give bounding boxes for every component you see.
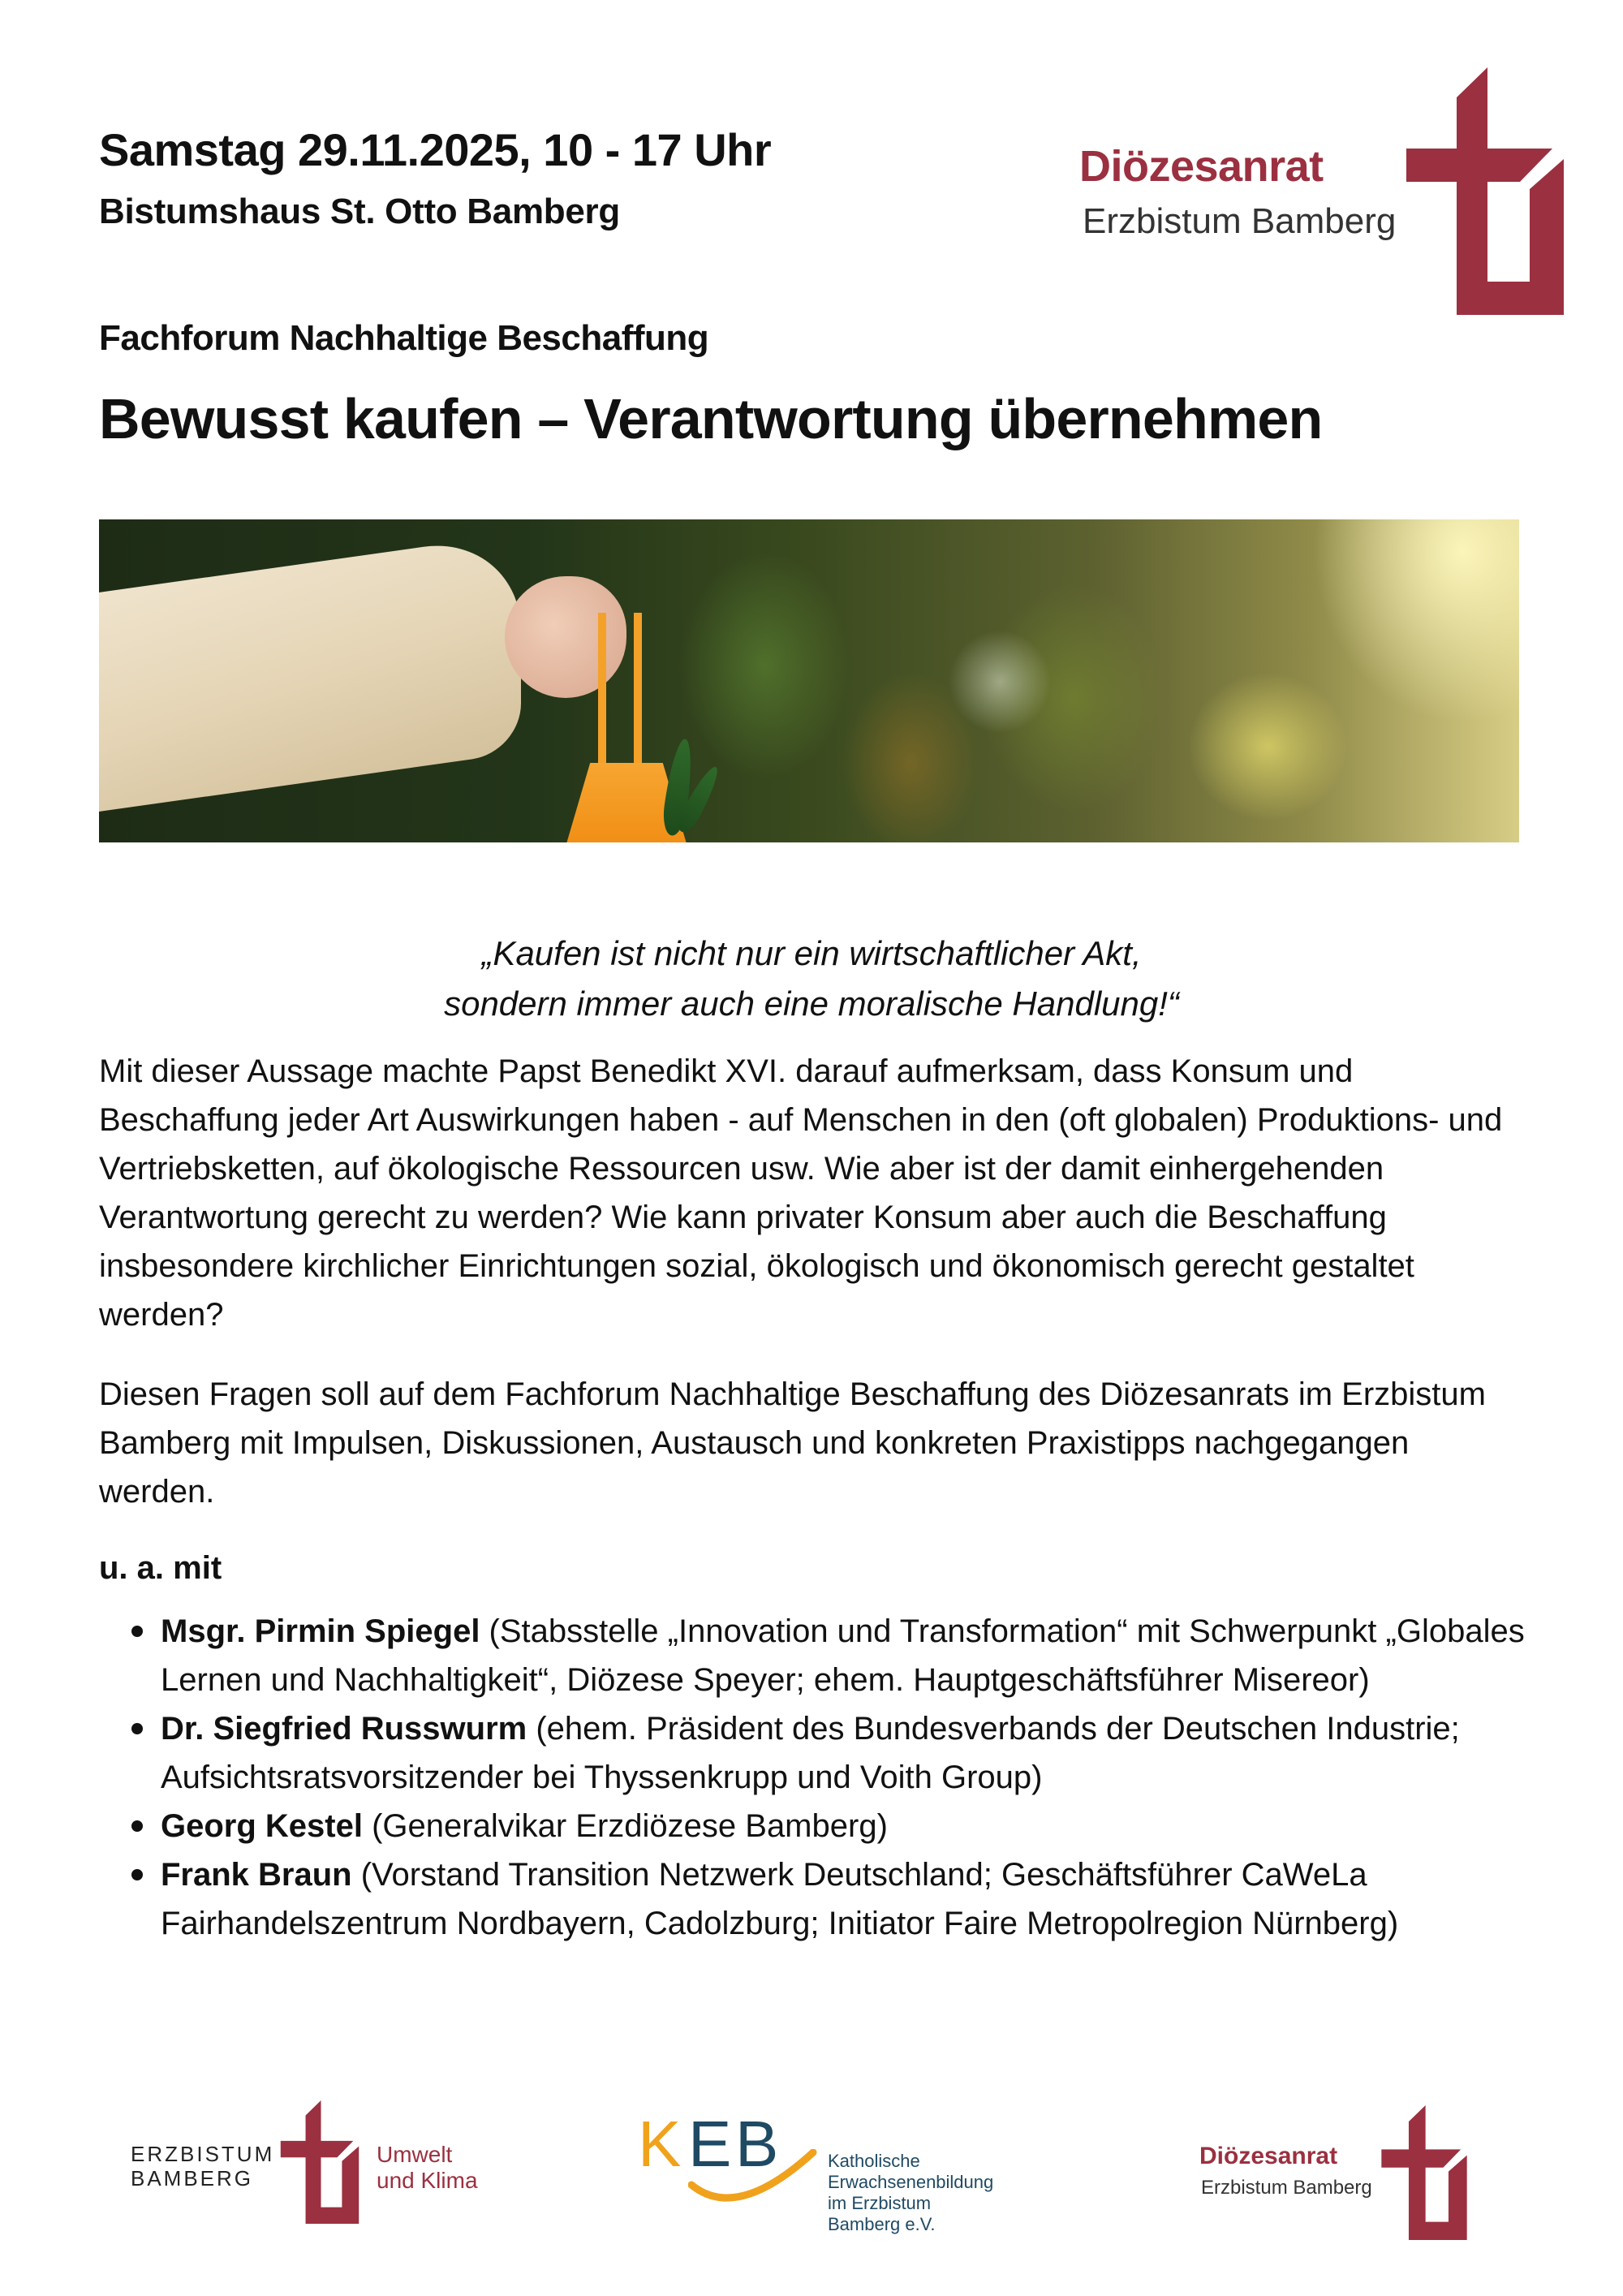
speaker-item [99, 1850, 1543, 1948]
dioezesanrat-logo-top [1079, 65, 1582, 325]
body-paragraph-1: Mit dieser Aussage machte Papst Benedikt XVI. darauf aufmerksam, dass Konsum und Beschaffung jeder Art Auswirkungen haben - auf Menschen in den (oft globalen) Produktions- und Vertriebsketten, auf ökologische Ressourcen usw. Wie aber ist der damit einhergehenden Verantwortung gerecht zu werden? Wie kann privater Konsum aber auch die Beschaffung insbesondere kirchlicher Einrichtungen sozial, ökologisch und ökonomisch gerecht gestaltet werden? [99, 1053, 1503, 1333]
speaker-name: Georg Kestel [161, 1808, 363, 1844]
logo-sub-name: Erzbistum Bamberg [1201, 2177, 1372, 2199]
speaker-name: Msgr. Pirmin Spiegel [161, 1613, 480, 1649]
speaker-name: Frank Braun [161, 1857, 352, 1893]
smile-arc-icon [688, 2149, 818, 2211]
logo-right-line-1: Umwelt [377, 2142, 453, 2167]
keb-letter-e: E [688, 2108, 732, 2180]
quote-line-1: „Kaufen ist nicht nur ein wirtschaftlicher Akt, [481, 934, 1142, 972]
logo-org-name: Diözesanrat [1079, 142, 1324, 191]
speaker-description: (Generalvikar Erzdiözese Bamberg) [362, 1808, 888, 1844]
speakers-heading: u. a. mit [99, 1550, 222, 1586]
keb-logo [625, 2102, 1079, 2264]
logo-sub-name: Erzbistum Bamberg [1083, 201, 1397, 241]
umwelt-klima-logo [114, 2094, 536, 2256]
cross-logo-icon [1406, 67, 1564, 315]
bullet-icon [131, 1626, 143, 1637]
banner-photo [99, 519, 1519, 842]
speaker-item [99, 1607, 1543, 1704]
bullet-icon [131, 1820, 143, 1832]
logo-left-line-1: ERZBISTUM [131, 2142, 275, 2166]
keb-text-line-3: im Erzbistum [828, 2193, 932, 2213]
speaker-item [99, 1802, 1543, 1850]
bullet-icon [131, 1723, 143, 1734]
event-subtitle: Fachforum Nachhaltige Beschaffung [99, 318, 709, 358]
keb-text-line-4: Bamberg e.V. [828, 2214, 936, 2234]
speaker-name: Dr. Siegfried Russwurm [161, 1711, 527, 1747]
speaker-item [99, 1704, 1543, 1802]
speaker-description: (ehem. Präsident des Bundesverbands der Deutschen Industrie; Aufsichtsratsvorsitzender bei Thyssenkrupp und Voith Group) [161, 1711, 1460, 1795]
event-date: Samstag 29.11.2025, 10 - 17 Uhr [99, 124, 772, 175]
keb-letter-k: K [638, 2108, 682, 2180]
speaker-description: (Stabsstelle „Innovation und Transformation“ mit Schwerpunkt „Globales Lernen und Nachhaltigkeit“, Diözese Speyer; ehem. Hauptgeschäftsführer Misereor) [161, 1613, 1525, 1698]
keb-text-line-1: Katholische [828, 2151, 920, 2171]
cross-logo-icon [1381, 2105, 1467, 2240]
quote [0, 928, 1623, 1029]
dioezesanrat-logo-bottom [1185, 2102, 1526, 2264]
cross-logo-icon [280, 2100, 359, 2224]
event-title: Bewusst kaufen – Verantwortung übernehmen [99, 387, 1323, 450]
keb-text-line-2: Erwachsenenbildung [828, 2172, 994, 2192]
body-paragraph-2: Diesen Fragen soll auf dem Fachforum Nachhaltige Beschaffung des Diözesanrats im Erzbistum Bamberg mit Impulsen, Diskussionen, Austausch und konkreten Praxistipps nachgegangen werden. [99, 1376, 1486, 1510]
logo-left-line-2: BAMBERG [131, 2166, 254, 2190]
speakers-list [99, 1607, 1543, 1948]
quote-line-2: sondern immer auch eine moralische Handlung!“ [444, 984, 1179, 1023]
keb-letter-b: B [735, 2108, 779, 2180]
event-venue: Bistumshaus St. Otto Bamberg [99, 192, 620, 231]
bullet-icon [131, 1869, 143, 1880]
logo-right-line-2: und Klima [377, 2168, 478, 2193]
speaker-description: (Vorstand Transition Netzwerk Deutschland; Geschäftsführer CaWeLa Fairhandelszentrum Nordbayern, Cadolzburg; Initiator Faire Metropolregion Nürnberg) [161, 1857, 1399, 1941]
logo-org-name: Diözesanrat [1199, 2143, 1338, 2169]
